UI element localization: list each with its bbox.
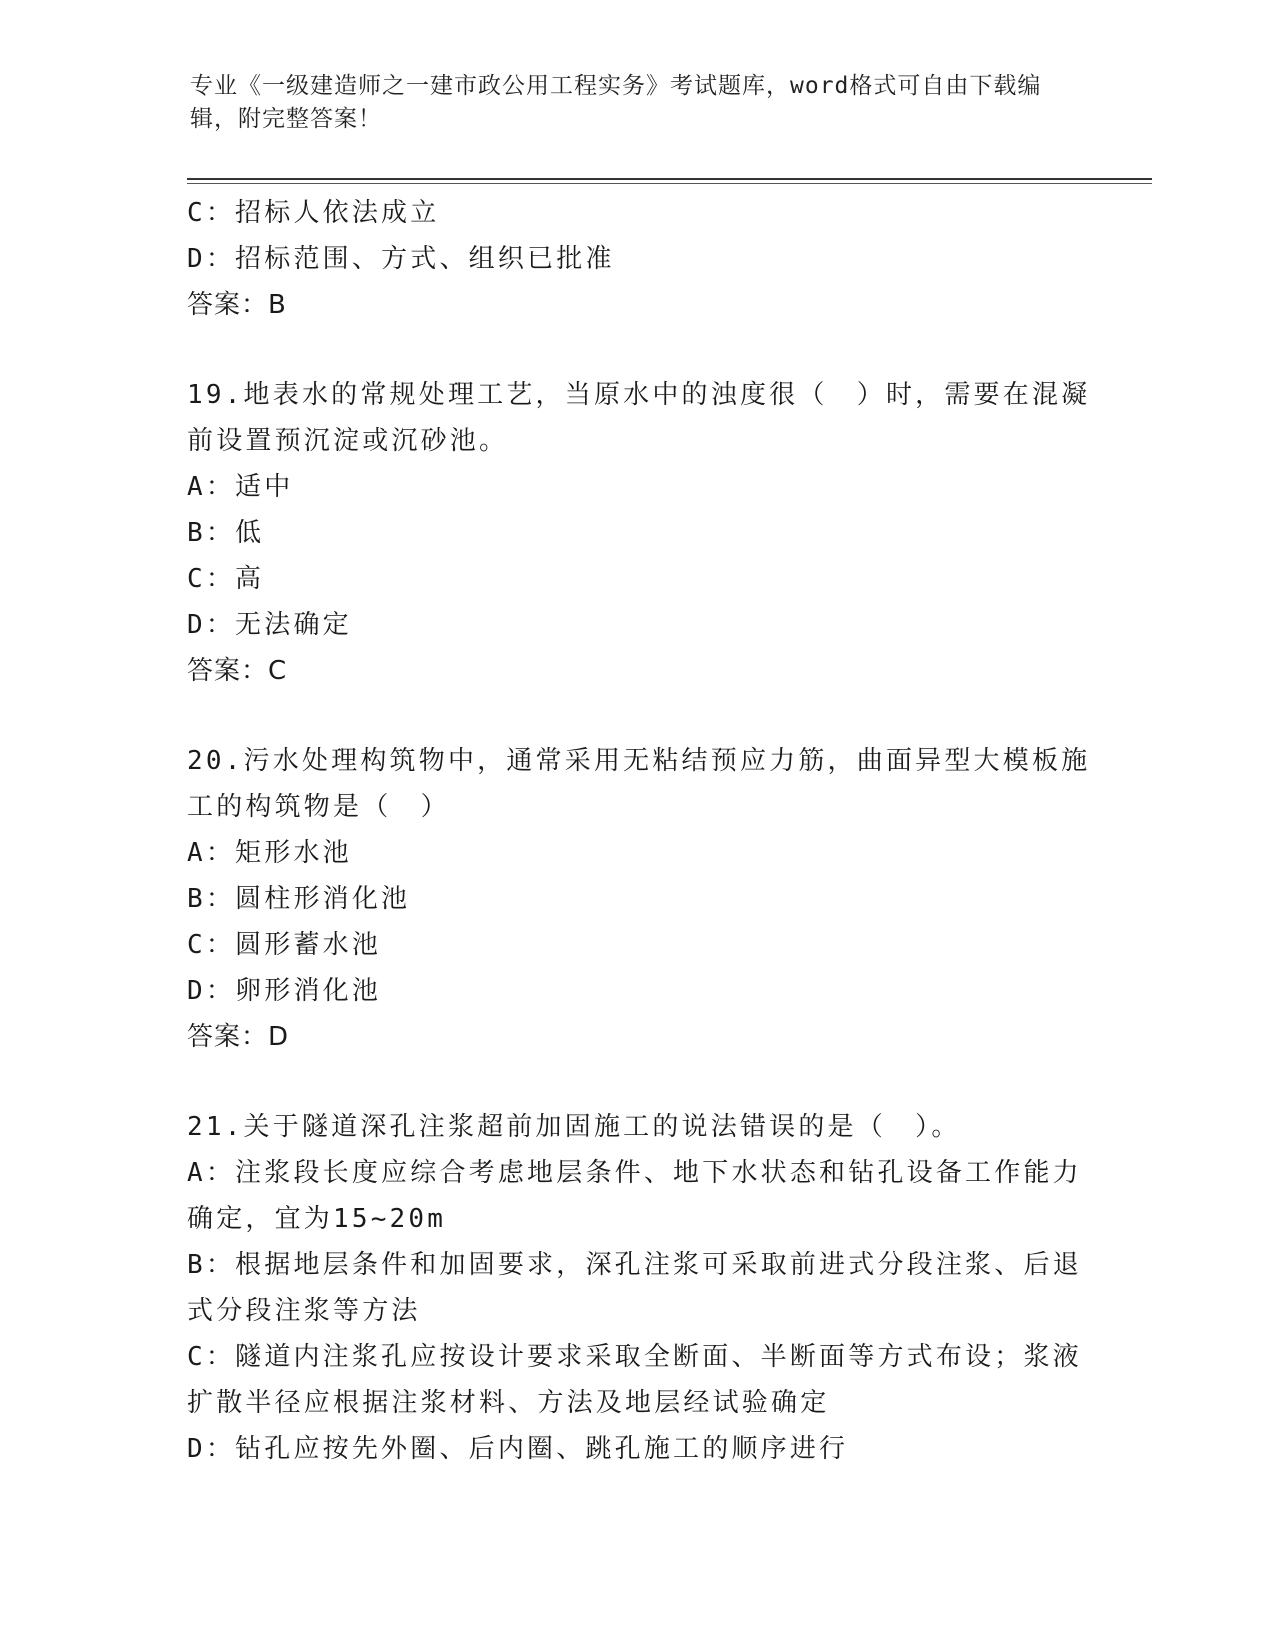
- answer: 答案：C: [187, 656, 288, 686]
- option-a: A：矩形水池: [187, 838, 352, 868]
- option-c: C：招标人依法成立: [187, 198, 440, 228]
- header-divider-thin: [187, 183, 1152, 184]
- option-a: A：注浆段长度应综合考虑地层条件、地下水状态和钻孔设备工作能力: [187, 1158, 1082, 1188]
- question-stem-cont: 前设置预沉淀或沉砂池。: [187, 426, 509, 456]
- page-header: 专业《一级建造师之一建市政公用工程实务》考试题库，word格式可自由下载编辑，附完整答案！: [190, 73, 1042, 132]
- option-b: B：低: [187, 518, 265, 548]
- option-c: C：高: [187, 564, 265, 594]
- previous-question-tail: [187, 190, 1087, 328]
- option-b-cont: 式分段注浆等方法: [187, 1296, 421, 1326]
- answer: 答案：D: [187, 1022, 290, 1052]
- option-b: B：圆柱形消化池: [187, 884, 411, 914]
- option-d: D：招标范围、方式、组织已批准: [187, 244, 615, 274]
- question-21: [187, 1104, 1087, 1472]
- question-stem: 21.关于隧道深孔注浆超前加固施工的说法错误的是（ ）。: [187, 1112, 961, 1142]
- question-stem-cont: 工的构筑物是（ ）: [187, 792, 450, 822]
- option-b: B：根据地层条件和加固要求，深孔注浆可采取前进式分段注浆、后退: [187, 1250, 1082, 1280]
- header-divider: [187, 178, 1152, 180]
- option-c: C：隧道内注浆孔应按设计要求采取全断面、半断面等方式布设；浆液: [187, 1342, 1082, 1372]
- option-a: A：适中: [187, 472, 294, 502]
- option-d: D：无法确定: [187, 610, 352, 640]
- option-c-cont: 扩散半径应根据注浆材料、方法及地层经试验确定: [187, 1388, 830, 1418]
- question-20: [187, 738, 1091, 1060]
- option-a-cont: 确定，宜为15~20m: [187, 1204, 447, 1234]
- option-c: C：圆形蓄水池: [187, 930, 382, 960]
- question-stem: 20.污水处理构筑物中，通常采用无粘结预应力筋，曲面异型大模板施: [187, 746, 1091, 776]
- option-d: D：钻孔应按先外圈、后内圈、跳孔施工的顺序进行: [187, 1434, 849, 1464]
- question-list: [187, 190, 1091, 1472]
- question-stem: 19.地表水的常规处理工艺，当原水中的浊度很（ ）时，需要在混凝: [187, 380, 1091, 410]
- question-19: [187, 372, 1091, 694]
- option-d: D：卵形消化池: [187, 976, 382, 1006]
- answer: 答案：B: [187, 290, 287, 320]
